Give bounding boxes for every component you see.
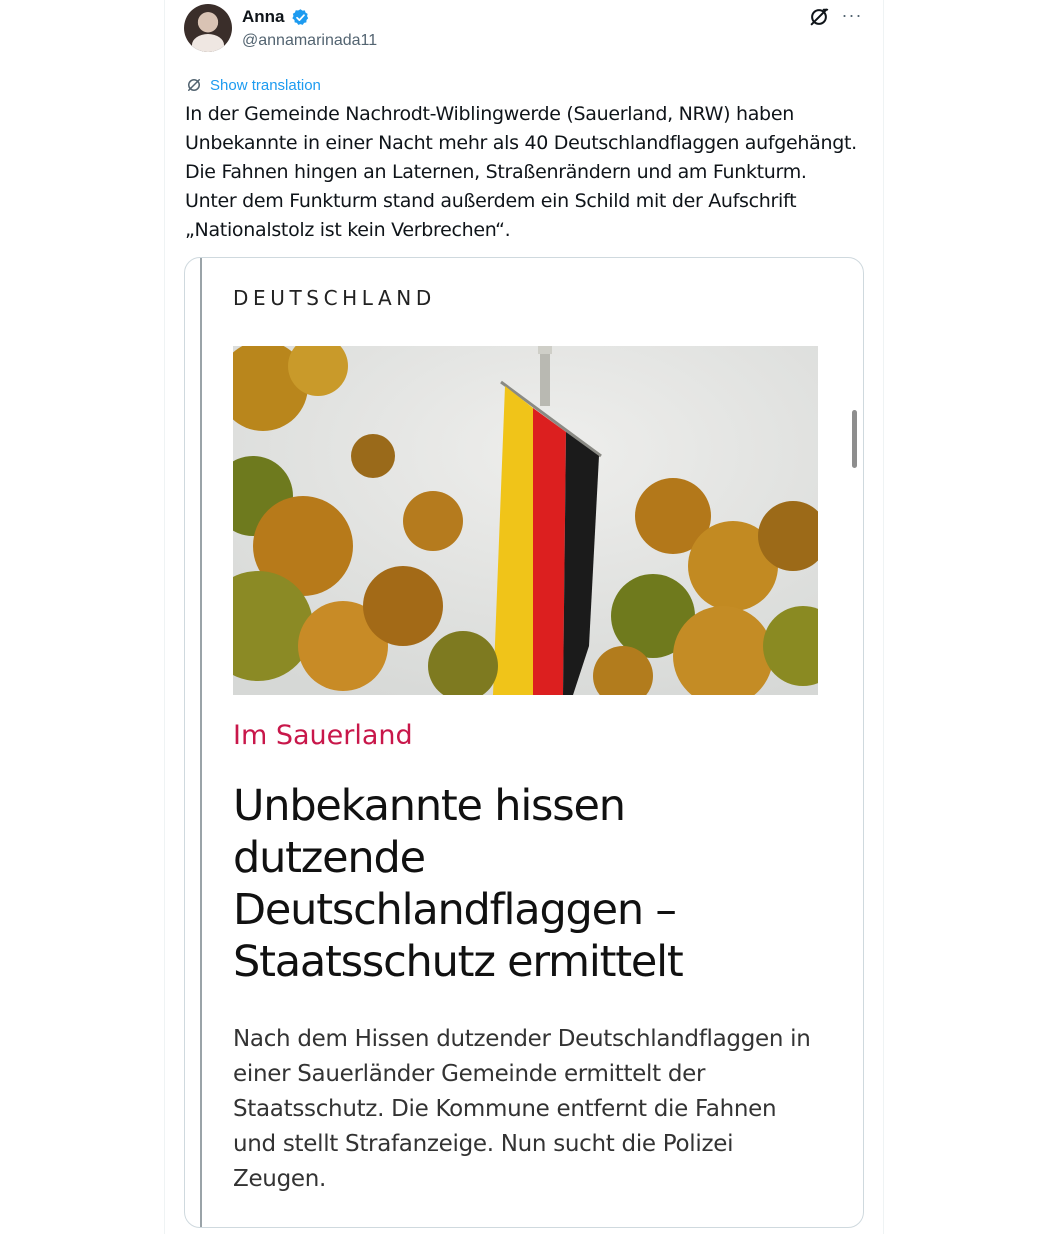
show-translation-label: Show translation <box>210 76 321 94</box>
avatar[interactable] <box>184 4 232 52</box>
article-kicker: Im Sauerland <box>233 720 413 751</box>
scrollbar-thumb[interactable] <box>852 410 857 468</box>
more-options-icon[interactable]: ··· <box>841 5 863 25</box>
verified-badge-icon[interactable] <box>291 8 310 27</box>
card-divider <box>200 258 202 1228</box>
flag-photo <box>233 346 818 695</box>
translate-icon <box>185 76 203 94</box>
display-name[interactable]: Anna <box>242 7 285 26</box>
user-handle[interactable]: @annamarinada11 <box>242 32 378 49</box>
grok-icon[interactable] <box>808 6 830 28</box>
article-headline: Unbekannte hissen dutzende Deutschlandflaggen – Staatsschutz ermittelt <box>233 781 683 987</box>
attached-media-card[interactable] <box>184 257 864 1228</box>
show-translation-link[interactable] <box>185 75 321 95</box>
section-label: DEUTSCHLAND <box>233 286 436 310</box>
tweet-text: In der Gemeinde Nachrodt-Wiblingwerde (Sauerland, NRW) haben Unbekannte in einer Nacht mehr als 40 Deutschlandflaggen aufgehängt. Die Fahnen hingen an Laternen, Straßenrändern und am Funkturm. Unter dem Funkturm stand außerdem ein Schild mit der Aufschrift „Nationalstolz ist kein Verbrechen“. <box>185 103 857 241</box>
article-teaser: Nach dem Hissen dutzender Deutschlandflaggen in einer Sauerländer Gemeinde ermittelt der Staatsschutz. Die Kommune entfernt die Fahnen und stellt Strafanzeige. Nun sucht die Polizei Zeugen. <box>233 1026 811 1192</box>
